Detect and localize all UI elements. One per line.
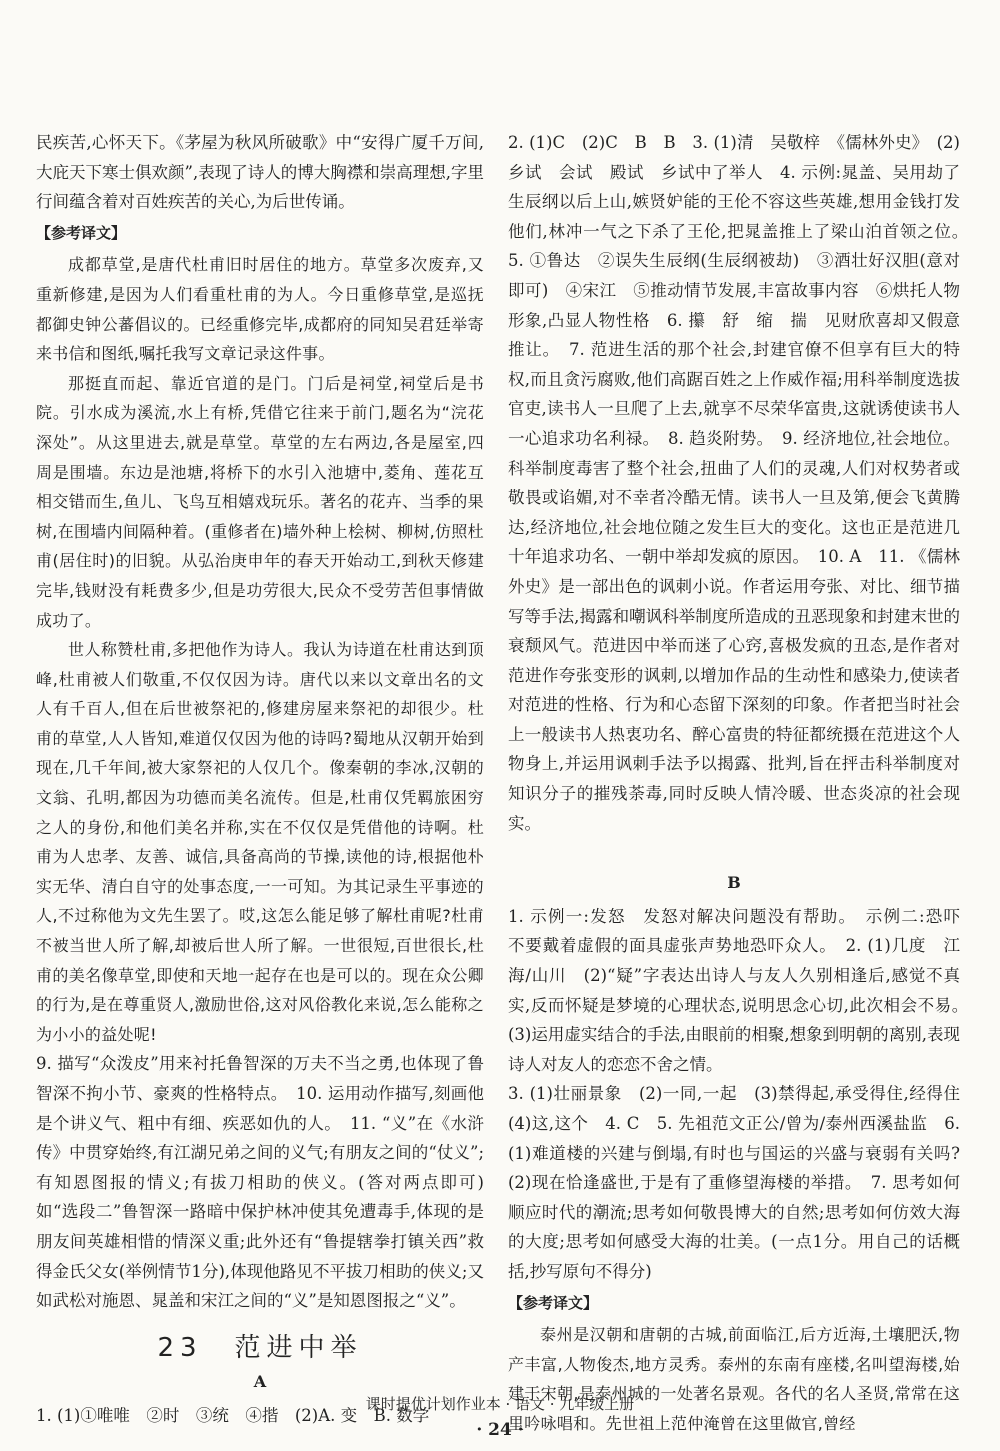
translation-paragraph: 世人称赞杜甫,多把他作为诗人。我认为诗道在杜甫达到顶峰,杜甫被人们敬重,不仅仅因为诗。唐代以来以文章出名的文人有千百人,但在后世被祭祀的,修建房屋来祭祀的却很少。杜甫的草堂,人人皆知,难道仅仅因为他的诗吗?蜀地从汉朝开始到现在,几千年间,被大家祭祀的人仅几个。像秦朝的李冰,汉朝的文翁、孔明,都因为功德而美名流传。但是,杜甫仅凭羁旅困穷之人的身份,和他们美名并称,实在不仅仅是凭借他的诗啊。杜甫为人忠孝、友善、诚信,具备高尚的节操,读他的诗,根据他朴实无华、清白自守的处事态度,一一可知。为其记录生平事迹的人,不过称他为文先生罢了。哎,这怎么能足够了解杜甫呢?杜甫不被当世人所了解,却被后世人所了解。一世很短,百世很长,杜甫的美名像草堂,即使和天地一起存在也是可以的。现在众公卿的行为,是在尊重贤人,激励世俗,这对风俗教化来说,怎么能称之为小小的益处呢! xyxy=(36,640,484,1044)
footer-book-title: 课时提优计划作业本 · 语文 · 九年级上册 xyxy=(365,1395,635,1413)
translation-paragraph: 成都草堂,是唐代杜甫旧时居住的地方。草堂多次废弃,又重新修建,是因为人们看重杜甫的为人。今日重修草堂,是巡抚都御史钟公蕃倡议的。已经重修完毕,成都府的同知吴君廷举寄来书信和图纸,嘱托我写文章记录这件事。 xyxy=(36,255,484,364)
answer-paragraph: 1. (1)①唯唯 ②时 ③统 ④揩 (2)A. 变 B. 数学 xyxy=(36,1405,430,1425)
translation-paragraph: 泰州是汉朝和唐朝的古城,前面临江,后方近海,土壤肥沃,物产丰富,人物俊杰,地方灵秀。泰州的东南有座楼,名叫望海楼,始建于宋朝,是泰州城的一处著名景观。各代的名人圣贤,常常在这里吟咏唱和。先世祖上范仲淹曾在这里做官,曾经 xyxy=(508,1325,960,1433)
answer-paragraph: 9. 描写“众泼皮”用来衬托鲁智深的万夫不当之勇,也体现了鲁智深不拘小节、豪爽的性格特点。 10. 运用动作描写,刻画他是个讲义气、粗中有细、疾恶如仇的人。 11. “义”在《水浒传》中贯穿始终,有江湖兄弟之间的义气;有朋友之间的“仗义”;有知恩图报的情义;有拔刀相助的侠义。(答对两点即可) 如“选段二”鲁智深一路暗中保护林冲使其免遭毒手,体现的是朋友间英雄相惜的情深义重;此外还有“鲁提辖拳打镇关西”救得金氏父女(举例情节1分),体现他路见不平拔刀相助的侠义;又如武松对施恩、晁盖和宋江之间的“义”是知恩图报之“义”。 xyxy=(36,1054,501,1311)
right-column xyxy=(508,128,977,1439)
section-a-heading: A xyxy=(253,1372,267,1392)
reference-translation-tag: 【参考译文】 xyxy=(508,1293,599,1312)
answer-paragraph: 1. 示例一:发怒 发怒对解决问题没有帮助。 示例二:恐吓 不要戴着虚假的面具虚张声势地恐吓众人。 2. (1)几度 江海/山川 (2)“疑”字表达出诗人与友人久别相逢后,感觉不真实,反而怀疑是梦境的心理状态,说明思念心切,此次相会不易。 (3)运用虚实结合的手法,由眼前的相聚,想象到明朝的离别,表现诗人对友人的恋恋不舍之情。 xyxy=(508,906,977,1074)
answer-paragraph: 3. (1)壮丽景象 (2)一同,一起 (3)禁得起,承受得住,经得住 (4)这,这个 4. C 5. 先祖范文正公/曾为/泰州西溪盐监 6. (1)难道楼的兴建与倒塌,有时也与国运的兴盛与衰弱有关吗? (2)现在恰逢盛世,于是有了重修望海楼的举措。 7. 思考如何顺应时代的潮流;思考如何敬畏博大的自然;思考如何仿效大海的大度;思考如何感受大海的壮美。(一点1分。用自己的话概括,抄写原句不得分) xyxy=(508,1084,977,1281)
chapter-title: 23 范进中举 xyxy=(157,1332,363,1363)
answer-paragraph: 2. (1)C (2)C B B 3. (1)清 吴敬梓 《儒林外史》 (2)乡试 会试 殿试 乡试中了举人 4. 示例:晁盖、吴用劫了生辰纲以后上山,嫉贤妒能的王伦不容这些英雄,想用金钱打发他们,林冲一气之下杀了王伦,把晁盖推上了梁山泊首领之位。 5. ①鲁达 ②误失生辰纲(生辰纲被劫) ③酒壮好汉胆(意对即可) ④宋江 ⑤推动情节发展,丰富故事内容 ⑥烘托人物形象,凸显人物性格 6. 攥 舒 缩 揣 见财欣喜却又假意推让。 7. 范进生活的那个社会,封建官僚不但享有巨大的特权,而且贪污腐败,他们高踞百姓之上作威作福;用科举制度选拔官吏,读书人一旦爬了上去,就享不尽荣华富贵,这就诱使读书人一心追求功名利禄。 8. 趋炎附势。 9. 经济地位,社会地位。科举制度毒害了整个社会,扭曲了人们的灵魂,人们对权势者或敬畏或谄媚,对不幸者冷酷无情。读书人一旦及第,便会飞黄腾达,经济地位,社会地位随之发生巨大的变化。这也正是范进几十年追求功名、一朝中举却发疯的原因。 10. A 11. 《儒林外史》是一部出色的讽刺小说。作者运用夸张、对比、细节描写等手法,揭露和嘲讽科举制度所造成的丑恶现象和封建末世的衰颓风气。范进因中举而迷了心窍,喜极发疯的丑态,是作者对范进作夸张变形的讽刺,以增加作品的生动性和感染力,使读者对范进的性格、行为和心态留下深刻的印象。作者把当时社会上一般读书人热衷功名、醉心富贵的特征都统摄在范进这个人物身上,并运用讽刺手法予以揭露、批判,旨在抨击科举制度对知识分子的摧残荼毒,同时反映人情冷暖、世态炎凉的社会现实。 xyxy=(508,133,977,833)
reference-translation-tag: 【参考译文】 xyxy=(36,223,127,242)
section-b-heading: B xyxy=(727,873,741,893)
page-number: · 24 · xyxy=(476,1420,524,1440)
translation-paragraph: 那挺直而起、靠近官道的是门。门后是祠堂,祠堂后是书院。引水成为溪流,水上有桥,凭借它往来于前门,题名为“浣花深处”。从这里进去,就是草堂。草堂的左右两边,各是屋室,四周是围墙。东边是池塘,将桥下的水引入池塘中,菱角、莲花互相交错而生,鱼儿、飞鸟互相嬉戏玩乐。著名的花卉、当季的果树,在围墙内间隔种着。(重修者在)墙外种上桧树、柳树,仿照杜甫(居住时)的旧貌。从弘治庚申年的春天开始动工,到秋天修建完毕,钱财没有耗费多少,但是功劳很大,民众不受劳苦但事情做成功了。 xyxy=(36,373,484,630)
translation-block xyxy=(36,250,484,1049)
intro-paragraph: 民疾苦,心怀天下。《茅屋为秋风所破歌》中“安得广厦千万间,大庇天下寒士俱欢颜”,表现了诗人的博大胸襟和崇高理想,字里行间蕴含着对百姓疾苦的关心,为后世传诵。 xyxy=(36,133,484,212)
